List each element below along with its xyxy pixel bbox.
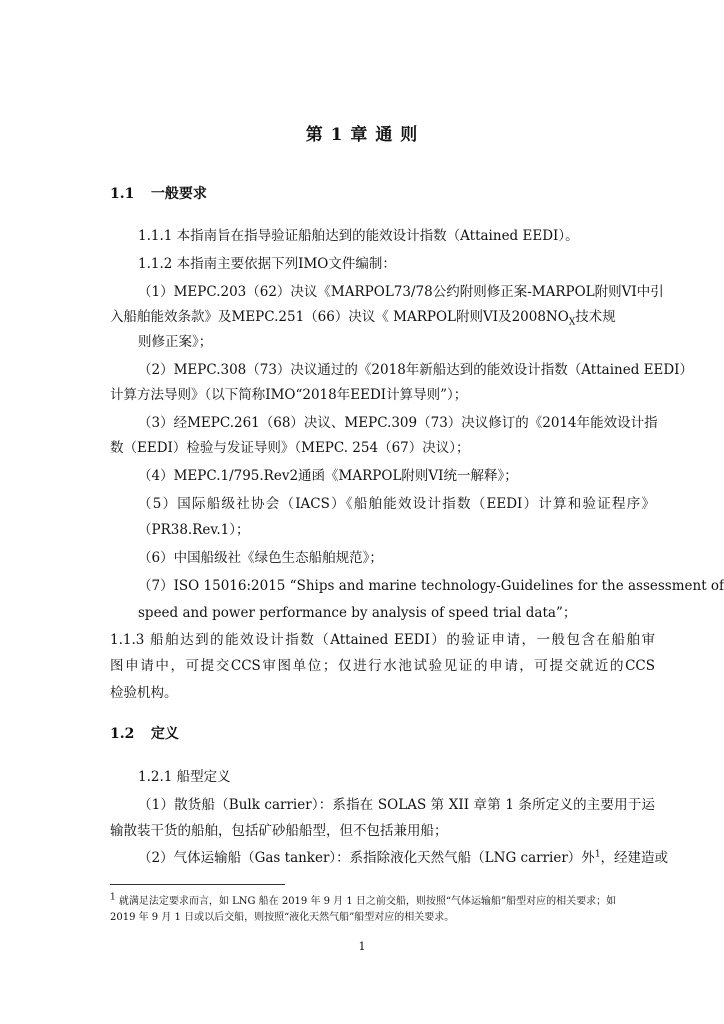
- paragraph-line: （7）ISO 15016:2015 “Ships and marine technology-Guidelines for the assessment of: [138, 578, 724, 594]
- line-text: （2）气体运输船（Gas tanker）：系指除液化天然气船（LNG carrier）外: [138, 850, 595, 866]
- paragraph-line: speed and power performance by analysis of speed trial data”；: [138, 605, 577, 621]
- section-number: 1.1: [110, 186, 135, 202]
- section-number: 1.2: [110, 726, 135, 742]
- section-title: 定义: [150, 726, 179, 742]
- footnote-line: 2019 年 9 月 1 日或以后交船，则按照“液化天然气船”船型对应的相关要求。: [110, 912, 455, 923]
- paragraph-line: （2）MEPC.308（73）决议通过的《2018年新船达到的能效设计指数（Attained EEDI）: [138, 362, 694, 378]
- paragraph-line: （4）MEPC.1/795.Rev2通函《MARPOL附则VI统一解释》；: [138, 468, 518, 484]
- footnote-text: 就满足法定要求而言，如 LNG 船在 2019 年 9 月 1 日之前交船，则按照“气体运输船”船型对应的相关要求；如: [118, 896, 617, 907]
- section-title: 一般要求: [150, 186, 207, 202]
- page-number: 1: [358, 940, 366, 953]
- footnote-divider: [110, 884, 285, 885]
- line-text: ，经建造或: [600, 850, 669, 866]
- line-text: 技术规: [575, 309, 616, 325]
- paragraph-line: 数（EEDI）检验与发证导则》（MEPC. 254（67）决议）；: [110, 440, 470, 456]
- paragraph-line: [138, 846, 668, 866]
- paragraph-line: 1.1.3 船舶达到的能效设计指数（Attained EEDI）的验证申请，一般包含在船舶审: [110, 632, 655, 648]
- section-heading-1-2: [110, 723, 179, 743]
- paragraph-line: 计算方法导则》（以下简称IMO“2018年EEDI计算导则”）；: [110, 387, 468, 403]
- paragraph-line: 输散装干货的船舶，包括矿砂船船型，但不包括兼用船；: [110, 823, 448, 839]
- paragraph-line: （1）MEPC.203（62）决议《MARPOL73/78公约附则修正案-MARPOL附则VI中引: [138, 284, 664, 300]
- paragraph-line: （PR38.Rev.1）；: [138, 522, 250, 538]
- paragraph-line: 检验机构。: [110, 685, 178, 701]
- line-text: 入船舶能效条款》及MEPC.251（66）决议《 MARPOL附则VI及2008NO: [110, 309, 569, 325]
- paragraph-line: （3）经MEPC.261（68）决议、MEPC.309（73）决议修订的《2014年能效设计指: [138, 415, 658, 431]
- footnote-mark: 1: [110, 892, 116, 903]
- subscript: X: [568, 317, 576, 328]
- footnote-line: [110, 892, 616, 907]
- paragraph-line: （6）中国船级社《绿色生态船舶规范》；: [138, 550, 383, 566]
- footnote-reference: 1: [594, 849, 601, 860]
- chapter-title: 第 1 章 通 则: [305, 125, 419, 145]
- paragraph-line: 图申请中，可提交CCS审图单位；仅进行水池试验见证的申请，可提交就近的CCS: [110, 658, 655, 674]
- paragraph-line: 1.2.1 船型定义: [138, 769, 231, 785]
- paragraph-line: 1.1.2 本指南主要依据下列IMO文件编制：: [138, 256, 396, 272]
- paragraph-line: （1）散货船（Bulk carrier）：系指在 SOLAS 第 XII 章第 1 条所定义的主要用于运: [138, 797, 655, 813]
- paragraph-line: [110, 305, 616, 328]
- section-heading-1-1: [110, 183, 207, 203]
- paragraph-line: 则修正案》；: [138, 334, 213, 350]
- paragraph-line: （5）国际船级社协会（IACS）《船舶能效设计指数（EEDI）计算和验证程序》: [138, 496, 655, 512]
- paragraph-line: 1.1.1 本指南旨在指导验证船舶达到的能效设计指数（Attained EEDI）。: [138, 228, 579, 244]
